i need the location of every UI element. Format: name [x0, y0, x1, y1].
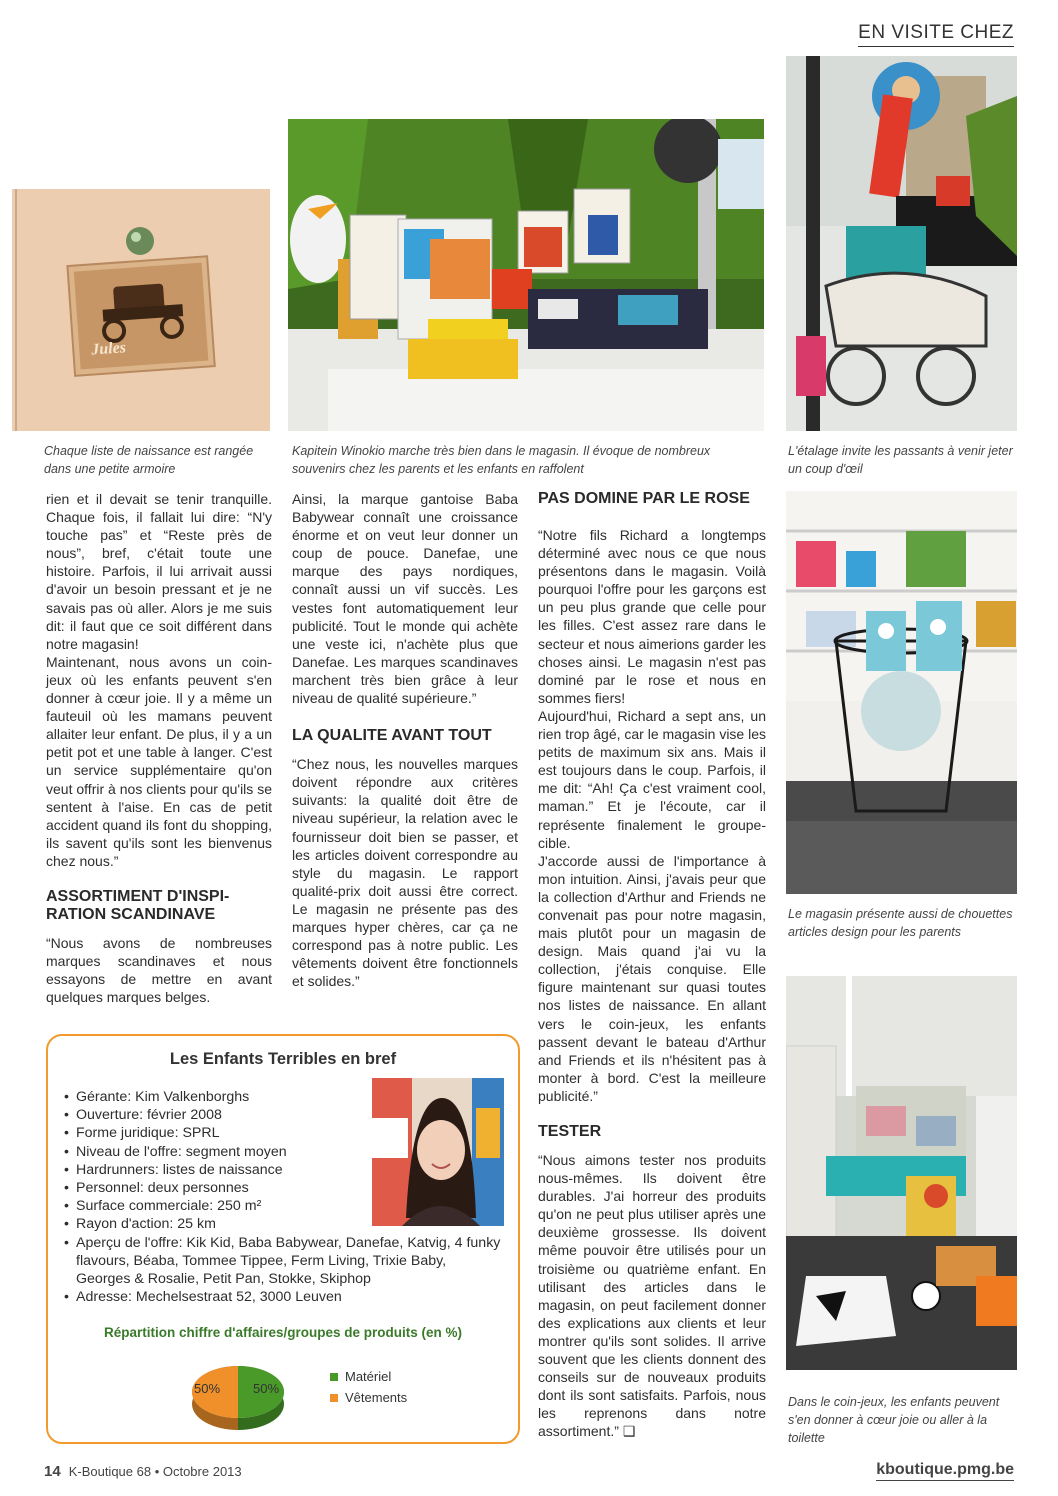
- footer-website-link[interactable]: kboutique.pmg.be: [876, 1461, 1014, 1478]
- legend-item-materiel: [330, 1366, 407, 1387]
- publication-info: K-Boutique 68 • Octobre 2013: [68, 1464, 242, 1479]
- article-column-3: [538, 490, 766, 1441]
- pie-legend: [330, 1366, 407, 1408]
- col1-paragraph-1: rien et il devait se tenir tranquille. Chaque fois, il fallait lui dire: “N'y touche pas” et “Reste près de nous”, bref, c'était toute une histoire. Parfois, il lui arrivait aussi d'avoir un besoin pressant et je ne savais pas où aller. Alors je me suis dit: il faut que ce soit différent dans notre magasin!: [46, 491, 272, 652]
- fact-item: • Aperçu de l'offre: Kik Kid, Baba Babywear, Danefae, Katvig, 4 funky flavours, Béaba, Tommee Tippee, Ferm Living, Trixie Baby, Georges & Rosalie, Petit Pan, Stokke, Skiphop: [64, 1234, 504, 1289]
- legend-item-vetements: [330, 1387, 407, 1408]
- fact-item: • Rayon d'action: 25 km: [64, 1215, 504, 1233]
- caption-play-corner: Dans le coin-jeux, les enfants peuvent s'en donner à cœur joie ou aller à la toilette: [788, 1395, 1000, 1445]
- fact-item: • Niveau de l'offre: segment moyen: [64, 1143, 504, 1161]
- fact-box-title: Les Enfants Terribles en bref: [169, 1050, 397, 1068]
- fact-item: • Adresse: Mechelsestraat 52, 3000 Leuven: [64, 1288, 504, 1306]
- photo-play-corner: [786, 976, 1017, 1370]
- col3-paragraph-1: “Notre fils Richard a longtemps déterminé avec nous ce que nous présentons dans le magasin. Voilà pourquoi l'offre pour les garçons est un peu plus grande que celle pour les filles. C'est assez rare dans le secteur et nous aimerions garder les choses ainsi. Le magasin n'est pas dominé par le rose et nous en sommes fiers!: [538, 527, 766, 706]
- fact-item: • Personnel: deux personnes: [64, 1179, 504, 1197]
- caption-shop-window: L'étalage invite les passants à venir jeter un coup d'œil: [788, 444, 1013, 476]
- photo-wardrobe: [12, 189, 270, 431]
- article-column-2: [292, 490, 518, 990]
- fact-item: • Forme juridique: SPRL: [64, 1124, 504, 1142]
- pie-label-materiel: 50%: [194, 1381, 221, 1396]
- col3-paragraph-4: [538, 1151, 766, 1441]
- col2-paragraph-1: Ainsi, la marque gantoise Baba Babywear connaît une croissance énorme et on veut leur donner un coup de pouce. Danefae, une marque des pays nordiques, connaît aussi un vif succès. Les vestes font automatiquement leur publicité. Tout le monde qui achète une veste ici, n'achète plus que Danefae. Les marques scandinaves marchent très bien grâce à leur niveau de qualité supérieure.”: [292, 491, 518, 707]
- heading-scandinavian-assortment: ASSORTIMENT D'INSPI- RATION SCANDINAVE: [46, 887, 230, 923]
- legend-swatch-vetements: [330, 1394, 338, 1402]
- heading-test: TESTER: [538, 1123, 602, 1140]
- page-number: 14: [44, 1463, 61, 1480]
- fact-item: • Hardrunners: listes de naissance: [64, 1161, 504, 1179]
- photo-basket: [786, 491, 1017, 894]
- jules-label: Jules: [90, 339, 127, 359]
- caption-basket: Le magasin présente aussi de chouettes articles design pour les parents: [788, 907, 1013, 939]
- heading-not-pink: PAS DOMINE PAR LE ROSE: [538, 490, 750, 507]
- col1-paragraph-3: “Nous avons de nombreuses marques scandinaves et nous essayons de mettre en avant quelques marques belges.: [46, 934, 272, 1006]
- caption-winokio: Kapitein Winokio marche très bien dans le magasin. Il évoque de nombreux souvenirs chez les parents et les enfants en raffolent: [292, 444, 711, 476]
- article-column-1: [46, 490, 272, 1006]
- end-mark: ❑: [622, 1423, 636, 1440]
- caption-wardrobe: Chaque liste de naissance est rangée dans une petite armoire: [44, 444, 254, 476]
- fact-item: • Ouverture: février 2008: [64, 1106, 504, 1124]
- heading-quality-first: LA QUALITE AVANT TOUT: [292, 727, 492, 745]
- photo-shop-window: [786, 56, 1017, 431]
- fact-box: [46, 1034, 520, 1444]
- col1-paragraph-2: Maintenant, nous avons un coin-jeux où les enfants peuvent s'en donner à cœur joie. Il y a même un fauteuil où les mamans peuvent allaiter leur enfant. De plus, il y a un petit pot et une table à langer. C'est un service supplémentaire qu'on veut offrir à nos clients pour qu'ils se sentent à l'aise. En cas de petit accident quand ils font du shopping, ils savent qu'ils sont les bienvenus chez nous.”: [46, 653, 272, 869]
- col3-paragraph-3: J'accorde aussi de l'importance à mon intuition. Ainsi, j'avais peur que la collection d'Arthur and Friends ne convenait pas pour notre magasin, mais plutôt pour un magasin de design. Mais quand j'ai vu la collection, j'étais conquise. Elle figure maintenant sur quasi toutes nos listes de naissance. En allant vers le coin-jeux, les enfants passent devant le bateau d'Arthur and Friends et ils n'hésitent pas à monter à bord. C'est la meilleure publicité.”: [538, 852, 766, 1104]
- col2-paragraph-2: “Chez nous, les nouvelles marques doivent répondre aux critères suivants: la qualité doit être de niveau supérieur, la relation avec le fournisseur doit bien se passer, et les articles doivent correspondre au style du magasin. Le rapport qualité-prix doit aussi être correct. Le magasin ne présente pas des marques hyper chères, car ça ne correspond pas à notre public. Les vêtements doivent être fonctionnels et solides.”: [292, 756, 518, 990]
- fact-item: • Gérante: Kim Valkenborghs: [64, 1088, 504, 1106]
- col3-paragraph-4-text: “Nous aimons tester nos produits nous-mêmes. Ils doivent être durables. J'ai horreur des produits qu'on ne peut plus utiliser après une deuxième grossesse. Ils doivent même pouvoir être utilisés pour un troisième ou quatrième enfant. En utilisant des articles dans le magasin, on peut facilement donner des explications aux clients et leur montrer qu'ils sont solides. Il arrive souvent que les clients donnent des conseils sur de nouveaux produits dont ils sont satisfaits. Parfois, nous les reprenons dans notre assortiment.”: [538, 1152, 766, 1440]
- legend-label-vetements: Vêtements: [345, 1390, 408, 1405]
- pie-label-vetements: 50%: [253, 1381, 280, 1396]
- photo-winokio-shelf: [288, 119, 764, 431]
- fact-item: • Surface commerciale: 250 m²: [64, 1197, 504, 1215]
- col3-paragraph-2: Aujourd'hui, Richard a sept ans, un rien trop âgé, car le magasin vise les petits de maximum six ans. Mais il est toujours dans le coup. Parfois, il me dit: “Ah! Ça c'est vraiment cool, maman.” Et je l'écoute, car il représente finalement le groupe-cible.: [538, 707, 766, 851]
- pie-chart: [188, 1362, 288, 1434]
- footer-publication: [44, 1463, 242, 1480]
- pie-chart-title: Répartition chiffre d'affaires/groupes de produits (en %): [103, 1325, 462, 1340]
- legend-swatch-materiel: [330, 1373, 338, 1381]
- fact-list: [64, 1088, 504, 1306]
- legend-label-materiel: Matériel: [345, 1369, 392, 1384]
- section-tag: EN VISITE CHEZ: [858, 22, 1014, 43]
